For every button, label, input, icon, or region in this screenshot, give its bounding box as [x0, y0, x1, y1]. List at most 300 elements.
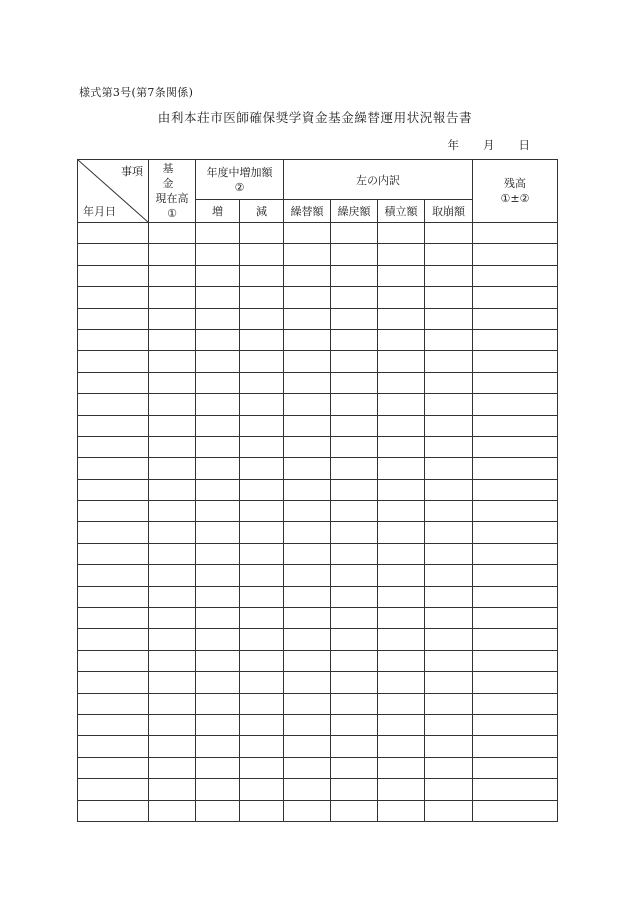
table-cell[interactable]: [425, 565, 473, 586]
table-cell[interactable]: [78, 693, 149, 714]
table-cell[interactable]: [240, 800, 284, 821]
table-cell[interactable]: [78, 351, 149, 372]
table-cell[interactable]: [78, 501, 149, 522]
table-cell[interactable]: [196, 672, 240, 693]
table-cell[interactable]: [473, 522, 558, 543]
table-cell[interactable]: [378, 629, 425, 650]
header-fund-balance: [149, 160, 201, 223]
table-cell[interactable]: [196, 394, 240, 415]
table-cell[interactable]: [196, 287, 240, 308]
table-row: [78, 693, 558, 714]
table-row: [78, 800, 558, 821]
table-cell[interactable]: [240, 479, 284, 500]
table-cell[interactable]: [425, 779, 473, 800]
table-row: [78, 650, 558, 671]
table-cell[interactable]: [284, 522, 331, 543]
table-cell[interactable]: [284, 394, 331, 415]
table-cell[interactable]: [240, 265, 284, 286]
table-cell[interactable]: [240, 394, 284, 415]
table-cell[interactable]: [425, 629, 473, 650]
table-cell[interactable]: [331, 265, 378, 286]
table-cell[interactable]: [331, 244, 378, 265]
table-cell[interactable]: [240, 693, 284, 714]
table-row: [78, 372, 558, 393]
table-cell[interactable]: [196, 372, 240, 393]
table-cell[interactable]: [425, 329, 473, 350]
header-fund-balance-line1: 基 金: [162, 162, 201, 190]
table-cell[interactable]: [378, 522, 425, 543]
table-cell[interactable]: [331, 800, 378, 821]
table-cell[interactable]: [149, 501, 196, 522]
table-cell[interactable]: [240, 501, 284, 522]
table-cell[interactable]: [196, 693, 240, 714]
table-cell[interactable]: [240, 287, 284, 308]
table-cell[interactable]: [78, 650, 149, 671]
table-row: [78, 351, 558, 372]
table-cell[interactable]: [78, 244, 149, 265]
table-cell[interactable]: [149, 223, 196, 244]
table-cell[interactable]: [78, 394, 149, 415]
table-cell[interactable]: [331, 501, 378, 522]
table-cell[interactable]: [149, 415, 196, 436]
table-cell[interactable]: [78, 522, 149, 543]
table-cell[interactable]: [473, 779, 558, 800]
table-row: [78, 522, 558, 543]
table-cell[interactable]: [78, 287, 149, 308]
table-cell[interactable]: [196, 223, 240, 244]
table-row: [78, 565, 558, 586]
table-row: [78, 586, 558, 607]
table-row: [78, 543, 558, 564]
header-accumulation: 積立額: [378, 200, 425, 223]
table-cell[interactable]: [149, 522, 196, 543]
table-cell[interactable]: [284, 458, 331, 479]
table-cell[interactable]: [149, 479, 196, 500]
table-cell[interactable]: [284, 608, 331, 629]
table-cell[interactable]: [378, 501, 425, 522]
table-row: [78, 714, 558, 735]
table-cell[interactable]: [378, 265, 425, 286]
table-cell[interactable]: [331, 608, 378, 629]
table-cell[interactable]: [378, 650, 425, 671]
table-cell[interactable]: [78, 479, 149, 500]
table-cell[interactable]: [240, 629, 284, 650]
table-cell[interactable]: [78, 543, 149, 564]
table-cell[interactable]: [425, 714, 473, 735]
table-cell[interactable]: [78, 800, 149, 821]
table-cell[interactable]: [425, 522, 473, 543]
table-row: [78, 308, 558, 329]
table-cell[interactable]: [284, 693, 331, 714]
table-cell[interactable]: [196, 608, 240, 629]
table-cell[interactable]: [331, 629, 378, 650]
table-cell[interactable]: [196, 565, 240, 586]
table-cell[interactable]: [149, 329, 196, 350]
table-cell[interactable]: [149, 714, 196, 735]
table-cell[interactable]: [240, 329, 284, 350]
table-cell[interactable]: [149, 629, 196, 650]
header-increase: 増: [196, 200, 240, 223]
table-cell[interactable]: [240, 565, 284, 586]
table-cell[interactable]: [378, 308, 425, 329]
table-cell[interactable]: [425, 672, 473, 693]
report-table: [77, 159, 558, 822]
table-cell[interactable]: [425, 800, 473, 821]
header-return: 繰戻額: [331, 200, 378, 223]
table-cell[interactable]: [196, 800, 240, 821]
table-cell[interactable]: [284, 479, 331, 500]
table-cell[interactable]: [473, 351, 558, 372]
table-cell[interactable]: [284, 800, 331, 821]
table-cell[interactable]: [378, 672, 425, 693]
table-cell[interactable]: [331, 415, 378, 436]
table-cell[interactable]: [240, 522, 284, 543]
table-cell[interactable]: [473, 479, 558, 500]
table-cell[interactable]: [149, 372, 196, 393]
table-cell[interactable]: [473, 329, 558, 350]
table-cell[interactable]: [425, 436, 473, 457]
table-cell[interactable]: [78, 436, 149, 457]
table-cell[interactable]: [149, 650, 196, 671]
table-cell[interactable]: [425, 265, 473, 286]
table-row: [78, 458, 558, 479]
table-cell[interactable]: [149, 608, 196, 629]
table-cell[interactable]: [149, 308, 196, 329]
table-cell[interactable]: [331, 543, 378, 564]
table-cell[interactable]: [149, 779, 196, 800]
table-cell[interactable]: [378, 479, 425, 500]
table-cell[interactable]: [284, 586, 331, 607]
table-cell[interactable]: [284, 629, 331, 650]
table-cell[interactable]: [331, 329, 378, 350]
table-cell[interactable]: [240, 779, 284, 800]
header-item-date-cell: [78, 160, 149, 223]
table-cell[interactable]: [331, 394, 378, 415]
table-cell[interactable]: [78, 629, 149, 650]
table-cell[interactable]: [240, 586, 284, 607]
table-cell[interactable]: [149, 693, 196, 714]
table-cell[interactable]: [378, 608, 425, 629]
table-cell[interactable]: [78, 265, 149, 286]
table-cell[interactable]: [425, 351, 473, 372]
table-cell[interactable]: [331, 714, 378, 735]
table-row: [78, 244, 558, 265]
header-fund-balance-line2: 現在高: [155, 192, 189, 205]
report-table-body: [78, 223, 558, 822]
table-cell[interactable]: [240, 714, 284, 735]
table-cell[interactable]: [425, 608, 473, 629]
table-cell[interactable]: [240, 757, 284, 778]
table-cell[interactable]: [331, 372, 378, 393]
table-cell[interactable]: [196, 415, 240, 436]
table-cell[interactable]: [196, 308, 240, 329]
table-row: [78, 415, 558, 436]
table-cell[interactable]: [378, 736, 425, 757]
table-row: [78, 223, 558, 244]
table-row: [78, 757, 558, 778]
table-cell[interactable]: [196, 629, 240, 650]
table-cell[interactable]: [378, 800, 425, 821]
table-row: [78, 287, 558, 308]
table-cell[interactable]: [78, 736, 149, 757]
table-cell[interactable]: [378, 779, 425, 800]
date-line: [448, 137, 531, 153]
table-cell[interactable]: [78, 415, 149, 436]
table-cell[interactable]: [425, 372, 473, 393]
table-cell[interactable]: [473, 629, 558, 650]
table-cell[interactable]: [425, 543, 473, 564]
table-cell[interactable]: [284, 543, 331, 564]
table-cell[interactable]: [240, 458, 284, 479]
table-cell[interactable]: [473, 394, 558, 415]
document-title: 由利本荘市医師確保奨学資金基金繰替運用状況報告書: [157, 110, 473, 125]
table-cell[interactable]: [331, 351, 378, 372]
header-withdrawal: 取崩額: [425, 200, 473, 223]
table-cell[interactable]: [425, 458, 473, 479]
table-cell[interactable]: [425, 586, 473, 607]
table-cell[interactable]: [196, 650, 240, 671]
table-cell[interactable]: [149, 736, 196, 757]
table-cell[interactable]: [149, 543, 196, 564]
table-cell[interactable]: [78, 779, 149, 800]
table-cell[interactable]: [78, 672, 149, 693]
table-cell[interactable]: [240, 436, 284, 457]
table-row: [78, 672, 558, 693]
table-cell[interactable]: [196, 351, 240, 372]
table-cell[interactable]: [78, 308, 149, 329]
table-cell[interactable]: [473, 265, 558, 286]
table-cell[interactable]: [284, 223, 331, 244]
table-cell[interactable]: [149, 351, 196, 372]
table-cell[interactable]: [378, 372, 425, 393]
header-transfer: 繰替額: [284, 200, 331, 223]
header-balance-line2: ①±②: [500, 192, 530, 205]
table-cell[interactable]: [196, 458, 240, 479]
table-cell[interactable]: [473, 757, 558, 778]
header-annual-change-line1: 年度中増加額: [206, 165, 273, 179]
table-cell[interactable]: [284, 672, 331, 693]
table-cell[interactable]: [378, 458, 425, 479]
table-row: [78, 394, 558, 415]
table-cell[interactable]: [196, 736, 240, 757]
table-cell[interactable]: [78, 714, 149, 735]
table-cell[interactable]: [240, 308, 284, 329]
table-cell[interactable]: [196, 522, 240, 543]
table-cell[interactable]: [473, 436, 558, 457]
table-cell[interactable]: [331, 672, 378, 693]
table-cell[interactable]: [473, 223, 558, 244]
table-cell[interactable]: [473, 608, 558, 629]
header-fund-balance-line3: ①: [167, 207, 177, 220]
table-cell[interactable]: [240, 415, 284, 436]
table-cell[interactable]: [378, 586, 425, 607]
table-cell[interactable]: [425, 501, 473, 522]
table-cell[interactable]: [331, 736, 378, 757]
table-cell[interactable]: [331, 522, 378, 543]
table-cell[interactable]: [284, 265, 331, 286]
table-cell[interactable]: [378, 394, 425, 415]
table-cell[interactable]: [240, 543, 284, 564]
table-cell[interactable]: [378, 415, 425, 436]
table-cell[interactable]: [240, 372, 284, 393]
table-cell[interactable]: [78, 223, 149, 244]
table-cell[interactable]: [149, 586, 196, 607]
table-cell[interactable]: [473, 736, 558, 757]
table-cell[interactable]: [473, 565, 558, 586]
table-cell[interactable]: [284, 779, 331, 800]
table-cell[interactable]: [196, 479, 240, 500]
table-cell[interactable]: [196, 436, 240, 457]
header-date-label: 年月日: [83, 205, 116, 218]
table-row: [78, 608, 558, 629]
table-cell[interactable]: [149, 757, 196, 778]
table-cell[interactable]: [196, 265, 240, 286]
table-cell[interactable]: [378, 714, 425, 735]
table-cell[interactable]: [425, 757, 473, 778]
table-cell[interactable]: [378, 693, 425, 714]
table-cell[interactable]: [331, 565, 378, 586]
table-cell[interactable]: [378, 329, 425, 350]
table-cell[interactable]: [425, 287, 473, 308]
date-month: 月: [483, 138, 495, 152]
table-cell[interactable]: [196, 714, 240, 735]
table-cell[interactable]: [149, 287, 196, 308]
table-cell[interactable]: [240, 244, 284, 265]
table-cell[interactable]: [378, 565, 425, 586]
table-cell[interactable]: [473, 501, 558, 522]
table-cell[interactable]: [149, 244, 196, 265]
table-cell[interactable]: [284, 244, 331, 265]
table-cell[interactable]: [473, 308, 558, 329]
table-row: [78, 329, 558, 350]
table-cell[interactable]: [473, 693, 558, 714]
table-cell[interactable]: [425, 415, 473, 436]
table-cell[interactable]: [196, 757, 240, 778]
table-cell[interactable]: [473, 714, 558, 735]
table-cell[interactable]: [473, 800, 558, 821]
table-cell[interactable]: [284, 501, 331, 522]
table-cell[interactable]: [78, 458, 149, 479]
table-cell[interactable]: [284, 351, 331, 372]
table-cell[interactable]: [378, 436, 425, 457]
table-cell[interactable]: [473, 543, 558, 564]
table-cell[interactable]: [378, 351, 425, 372]
table-cell[interactable]: [378, 244, 425, 265]
table-cell[interactable]: [331, 287, 378, 308]
table-cell[interactable]: [284, 736, 331, 757]
table-cell[interactable]: [425, 244, 473, 265]
table-cell[interactable]: [331, 650, 378, 671]
table-cell[interactable]: [331, 479, 378, 500]
table-cell[interactable]: [331, 586, 378, 607]
table-cell[interactable]: [240, 223, 284, 244]
table-cell[interactable]: [78, 329, 149, 350]
table-cell[interactable]: [196, 586, 240, 607]
table-cell[interactable]: [196, 501, 240, 522]
table-cell[interactable]: [284, 650, 331, 671]
table-cell[interactable]: [425, 479, 473, 500]
table-row: [78, 629, 558, 650]
table-cell[interactable]: [331, 693, 378, 714]
table-cell[interactable]: [425, 693, 473, 714]
table-cell[interactable]: [331, 223, 378, 244]
table-cell[interactable]: [473, 672, 558, 693]
table-cell[interactable]: [196, 329, 240, 350]
table-cell[interactable]: [331, 757, 378, 778]
table-cell[interactable]: [240, 650, 284, 671]
table-cell[interactable]: [196, 779, 240, 800]
table-cell[interactable]: [284, 714, 331, 735]
table-cell[interactable]: [425, 308, 473, 329]
table-cell[interactable]: [331, 308, 378, 329]
table-cell[interactable]: [78, 372, 149, 393]
header-item-label: 事項: [121, 165, 143, 178]
table-cell[interactable]: [149, 458, 196, 479]
table-cell[interactable]: [425, 223, 473, 244]
table-cell[interactable]: [473, 458, 558, 479]
table-cell[interactable]: [425, 394, 473, 415]
header-decrease: 減: [240, 200, 284, 223]
table-cell[interactable]: [284, 308, 331, 329]
table-cell[interactable]: [473, 372, 558, 393]
table-cell[interactable]: [78, 757, 149, 778]
table-cell[interactable]: [284, 372, 331, 393]
table-cell[interactable]: [378, 223, 425, 244]
table-cell[interactable]: [378, 757, 425, 778]
table-cell[interactable]: [240, 672, 284, 693]
table-cell[interactable]: [331, 458, 378, 479]
table-cell[interactable]: [331, 436, 378, 457]
header-balance: [473, 160, 558, 223]
table-cell[interactable]: [149, 394, 196, 415]
table-cell[interactable]: [473, 287, 558, 308]
table-cell[interactable]: [149, 672, 196, 693]
table-cell[interactable]: [378, 287, 425, 308]
table-cell[interactable]: [240, 608, 284, 629]
table-cell[interactable]: [196, 244, 240, 265]
table-cell[interactable]: [149, 436, 196, 457]
table-cell[interactable]: [78, 565, 149, 586]
table-cell[interactable]: [284, 415, 331, 436]
date-year: 年: [447, 138, 459, 152]
table-cell[interactable]: [284, 757, 331, 778]
table-cell[interactable]: [284, 565, 331, 586]
table-cell[interactable]: [284, 436, 331, 457]
form-number: 様式第3号(第7条関係): [79, 86, 194, 99]
table-cell[interactable]: [425, 736, 473, 757]
table-cell[interactable]: [240, 736, 284, 757]
table-cell[interactable]: [378, 543, 425, 564]
table-cell[interactable]: [78, 586, 149, 607]
table-cell[interactable]: [284, 287, 331, 308]
header-balance-line1: 残高: [504, 177, 526, 190]
table-cell[interactable]: [473, 244, 558, 265]
table-cell[interactable]: [425, 650, 473, 671]
table-cell[interactable]: [240, 351, 284, 372]
table-cell[interactable]: [149, 800, 196, 821]
table-cell[interactable]: [149, 565, 196, 586]
header-annual-change-line2: ②: [234, 180, 245, 194]
table-cell[interactable]: [149, 265, 196, 286]
table-cell[interactable]: [331, 779, 378, 800]
table-cell[interactable]: [473, 415, 558, 436]
header-breakdown: 左の内訳: [284, 160, 473, 200]
table-cell[interactable]: [196, 543, 240, 564]
table-cell[interactable]: [473, 586, 558, 607]
table-cell[interactable]: [284, 329, 331, 350]
table-cell[interactable]: [78, 608, 149, 629]
table-cell[interactable]: [473, 650, 558, 671]
